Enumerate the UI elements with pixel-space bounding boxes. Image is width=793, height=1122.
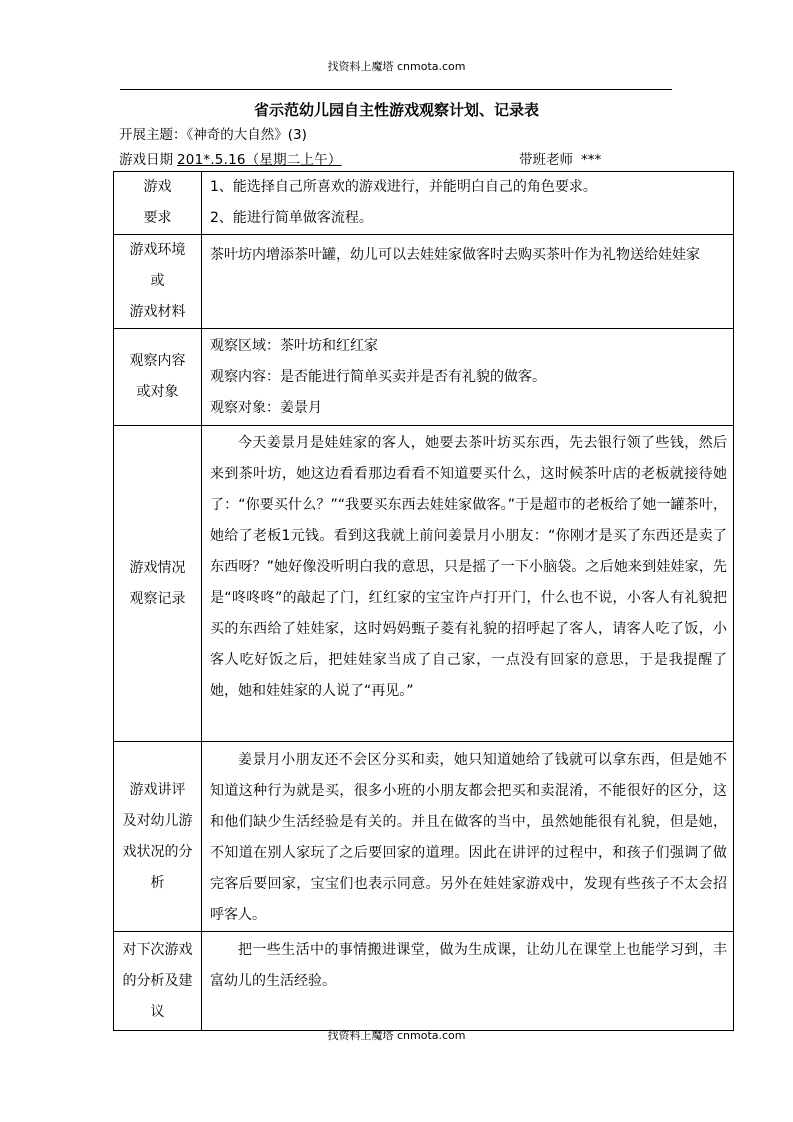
label-line: 及对幼儿游	[122, 812, 193, 829]
row-label	[114, 172, 202, 235]
date-line	[119, 148, 639, 168]
label-line: 要求	[143, 210, 172, 226]
date-label: 游戏日期	[119, 152, 173, 168]
teacher-field	[519, 148, 601, 168]
content-paragraph: 姜景月小朋友还不会区分买和卖，她只知道她给了钱就可以拿东西，但是她不知道这种行为就是买，很多小班的小朋友都会把买和卖混淆，不能很好的区分，这和他们缺少生活经验是有关的。并且在做客的当中，虽然她能很有礼貌，但是她，不知道在别人家玩了之后要回家的道理。因此在讲评的过程中，和孩子们强调了做完客后要回家，宝宝们也表示同意。另外在娃娃家游戏中，发现有些孩子不太会招呼客人。	[210, 752, 727, 923]
label-line: 析	[150, 874, 165, 891]
label-line: 的分析及建	[122, 972, 193, 989]
row-content	[202, 329, 734, 426]
label-line: 观察内容	[129, 353, 186, 369]
theme-line: 开展主题：《神奇的大自然》(3)	[119, 127, 307, 143]
teacher-value: ***	[581, 152, 602, 168]
content-line: 观察对象：姜景月	[210, 400, 322, 416]
table-row-next-suggestions	[114, 932, 734, 1031]
row-label	[114, 742, 202, 932]
row-label	[114, 329, 202, 426]
row-content	[202, 235, 734, 329]
header-watermark: 找资料上魔塔 cnmota.com	[327, 60, 466, 73]
label-line: 游戏材料	[129, 304, 186, 320]
row-content	[202, 426, 734, 742]
content-line: 茶叶坊内增添茶叶罐，幼儿可以去娃娃家做客时去购买茶叶作为礼物送给娃娃家	[210, 247, 700, 263]
table-row-observation-target	[114, 329, 734, 426]
table-row-game-environment	[114, 235, 734, 329]
label-line: 戏状况的分	[122, 843, 193, 860]
label-line: 观察记录	[129, 590, 186, 607]
table-row-observation-record	[114, 426, 734, 742]
label-line: 游戏情况	[129, 559, 186, 576]
row-content	[202, 742, 734, 932]
row-content	[202, 932, 734, 1031]
label-line: 游戏	[143, 179, 172, 195]
label-line: 或	[150, 273, 165, 289]
observation-record-table	[113, 171, 734, 1031]
content-line: 2、能进行简单做客流程。	[210, 210, 373, 226]
label-line: 或对象	[136, 384, 179, 400]
row-label	[114, 235, 202, 329]
document-title: 省示范幼儿园自主性游戏观察计划、记录表	[253, 101, 539, 119]
content-paragraph: 把一些生活中的事情搬进课堂，做为生成课，让幼儿在课堂上也能学习到，丰富幼儿的生活经验。	[210, 942, 727, 989]
table-row-game-review	[114, 742, 734, 932]
teacher-label: 带班老师	[519, 152, 573, 168]
content-line: 观察内容：是否能进行简单买卖并是否有礼貌的做客。	[210, 369, 546, 385]
label-line: 游戏讲评	[129, 781, 186, 798]
footer-watermark: 找资料上魔塔 cnmota.com	[327, 1029, 466, 1042]
label-line: 对下次游戏	[122, 941, 193, 958]
date-value: 201*.5.16（星期二上午）	[177, 152, 342, 168]
content-paragraph: 今天姜景月是娃娃家的客人，她要去茶叶坊买东西，先去银行领了些钱，然后来到茶叶坊，她这边看看那边看看不知道要买什么，这时候茶叶店的老板就接待她了：“你要买什么？”“我要买东西去娃娃家做客。”于是超市的老板给了她一罐茶叶，她给了老板1元钱。看到这我就上前问姜景月小朋友：“你刚才是买了东西还是卖了东西呀？”她好像没听明白我的意思，只是摇了一下小脑袋。之后她来到娃娃家，先是“咚咚咚”的敲起了门，红红家的宝宝许卢打开门，什么也不说，小客人有礼貌把买的东西给了娃娃家，这时妈妈甄子菱有礼貌的招呼起了客人，请客人吃了饭，小客人吃好饭之后，把娃娃家当成了自己家，一点没有回家的意思，于是我提醒了她，她和娃娃家的人说了“再见。”	[210, 435, 727, 699]
row-content	[202, 172, 734, 235]
table-row-game-requirements	[114, 172, 734, 235]
row-label	[114, 426, 202, 742]
label-line: 议	[150, 1003, 165, 1020]
content-line: 1、能选择自己所喜欢的游戏进行，并能明白自己的角色要求。	[210, 179, 597, 195]
content-line: 观察区域：茶叶坊和红红家	[210, 338, 378, 354]
header-rule	[120, 89, 672, 90]
label-line: 游戏环境	[129, 242, 186, 258]
row-label	[114, 932, 202, 1031]
